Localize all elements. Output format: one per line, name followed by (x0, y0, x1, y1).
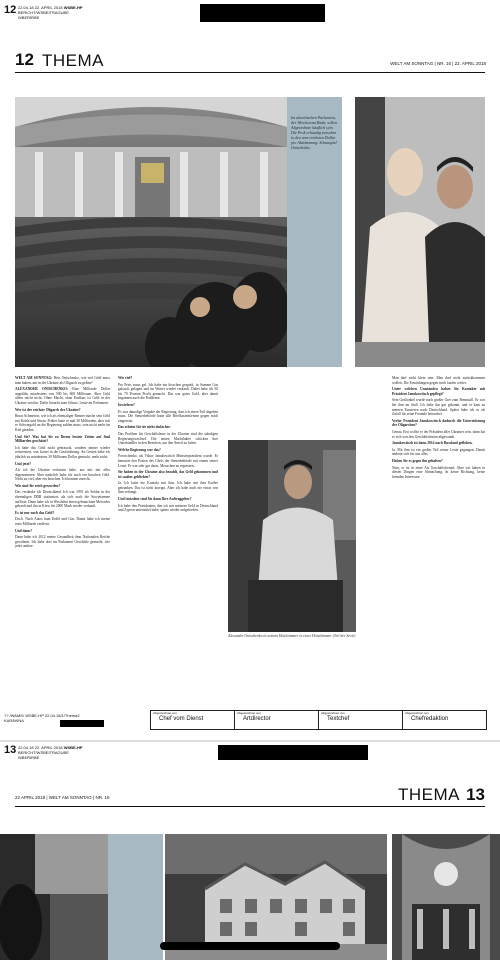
col1-para: Und jetzt? (15, 461, 32, 466)
slug-page-number: 12 (4, 4, 17, 16)
col3-para: Unter welchen Umständen haben Sie Kontakte mit Präsident Janukowitsch gepflegt? (392, 387, 485, 396)
col2-para: Sie haben in der Ukraine also bezahlt, das Geld gekommen und ist sauber geblieben? (118, 470, 218, 479)
hall-illustration (392, 834, 500, 960)
slug-sub2: WBERIRBE (18, 15, 40, 20)
col2-para: Poroschenko, als Viktor Janukowitsch Ministerpräsident wurde. Er benutzte den Posten des Chefs der Steuerbehörde mit einem seiner Leute. Er war sehr gut darin, Menschen zu erpressen. (118, 454, 218, 468)
interview-caption: Alexander Onischenko in seinem Hotelzimmer in einer Hotelzimmer (Teil der Serie) (228, 634, 356, 638)
col3-para: Genau. Erst wollte er der Präsident aller Ukrainer sein, dann hat er sich von den Geschäftsleuten abgewandt. (392, 429, 485, 439)
col1-para: Doch. Nach Autos kam Erdöl und Gas. Damit habe ich meine erste Milliarde verdient. (15, 517, 110, 527)
page-number: 12 (15, 50, 34, 69)
col2-para: Ja. Ich hatte nie Kontakt mit ihm. Ich habe mit ihm Kaffee getrunken. Das ist nicht korrupt. Aber ich habe auch nie etwas von ihm verlangt. (118, 481, 218, 495)
col1-para: Es ist nur noch das Geld? (15, 510, 55, 515)
car-illustration (0, 834, 108, 960)
footer-slug: ?? /WAMS/ WSBE-HP 22.04.18/1/Thema2 KARAVINA (4, 713, 80, 723)
col2-para: Wie viel? (118, 376, 133, 380)
col1-para: Ich habe das Geld nicht gebraucht, sondern immer wieder reinvestiert, was kostet in die Gasförderung. An Gesten habe ich jährlich zu mindestens 30 Millionen Dollar gemacht, mehr nicht. (15, 445, 110, 459)
slug-edition: 22. APRIL 2018 (34, 745, 63, 750)
col3-para: Haben Sie es gegen ihn gehalten? (392, 458, 443, 463)
signoff-artdirector: Abgezeichnet von Artdirector (235, 711, 319, 729)
page-13 (0, 742, 500, 960)
signoff-chef-vom-dienst: Abgezeichnet von Chef vom Dienst (151, 711, 235, 729)
col2-para: Und trotzdem sind Sie dann Ihre Auftraggeber? (118, 497, 192, 502)
portrait-illustration (355, 97, 485, 367)
col3-para: Verlor Präsident Janukowitsch dadurch die Unterstützung der Oligarchen? (392, 418, 485, 428)
slug-date: 22.04.18 (18, 5, 34, 10)
interior-hall-photo (392, 834, 500, 960)
redaction-bar-top (200, 4, 325, 22)
col1-para: Als ich die Ukraine verlassen habe, aus mir mit alles abgenommen. Aber natürlich habe ich noch ein bisschen Geld. Nicht zu viel, aber ein bisschen. Ich komme zurecht. (15, 468, 110, 482)
portrait-photo (355, 97, 485, 367)
slug-paper: WSBE-HP (63, 5, 83, 10)
col2-para: Es war damalige Vorgabe der Regierung, dass ich einen Teil abgeben muss. Die Steuerbehörde hatte alle Briefkastenfirmen gegen mich eingesetzt. (118, 409, 218, 423)
col3-para: Sein Großonkel wurde nach großer Gier zum Rennstall. Er war bei ihm im Stall. Ich habe ihn gut gekannt, und er kam zu meinen Turnieren nach Deutschland. Später habe ich es als Zufall für seine Freunde betrachtet. (392, 398, 485, 417)
col3-para: Man darf nicht klein sein. Man darf nicht zurückkommen wollen. Die Ermittlungen gegen mich laufen weiter. (392, 376, 485, 385)
photo-caption: Im ukrainischen Parlament, der Werchowna Rada, sollen Abgeordnete käuflich sein. Die Prok schaudig zwischen in den arm reichsten Dollar pro Abstimmung. Schauspiel Onischenko (291, 115, 337, 150)
col2-para: Welche Regierung war das? (118, 447, 161, 452)
redaction-bar-top (218, 745, 368, 760)
col1-para: Wie sind Sie reich geworden? (15, 483, 61, 488)
col1-para: ALEXANDER ONISCHENKO: Eine Milliarde Dollar ungefähr, mindestens von 500 bis 600 Millionen. Aber Geld allein reicht nicht. Ohne Macht, ohne Einfluss ist Geld in der Ukraine wertlos. Dafür braucht man Schutz, Leute im Parlament. (15, 387, 110, 405)
col1-para: WELT AM SONNTAG: Herr Onischenko, wie viel Geld muss man haben, um in der Ukraine als Oligarch zu gelten? (15, 376, 110, 385)
signoff-textchef: Abgezeichnet von Textchef (319, 711, 403, 729)
slug-sub2: WBERIRBE (18, 755, 40, 760)
page-number: 13 (466, 785, 485, 804)
masthead-rule (15, 72, 485, 73)
article-column-2 (118, 376, 218, 706)
slug-paper: WSBE-HP (63, 745, 83, 750)
article-column-3 (392, 376, 485, 706)
col1-para: Das verdanke ich Deutschland. Ich war 1991 als Soldat in der ehemaligen DDR stationiert, als sich auch die Sowjetarmee auflöste. Dann habe ich in Westfalen einen gebrauchten Mercedes gekauft und ihn in Kiew für 2000 Mark wieder verkauft. (15, 490, 110, 509)
col2-para: Pro Preis muss gel. Ich habe ein bisschen gespielt, in Summe Gas gekauft, gelagert und im Winter wieder verkauft. Dabei habe ich 50 bis 70 Prozent Profit gemacht. Das war gutes Geld, aber damit begannen auch die Probleme. (118, 382, 218, 401)
col1-para: Dann habe ich 2012 meine Gesundheit dem Nationalen Reiche gewidmet. Ich habe dort im Parlament Geschäfte gemacht, wie jeder andere. (15, 535, 110, 549)
masthead-info: 22 APRIL 2018 | WELT AM SONNTAG | NR. 16 (15, 795, 110, 800)
caption-panel (287, 97, 342, 367)
masthead-rule (15, 806, 485, 807)
slug-info (18, 745, 138, 760)
col1-para: Und Sie? Was hat Sie zu Ihrem besten Zeiten auf fünf Milliarden geschätzt? (15, 434, 110, 444)
col1-para: Rinat Achmetow, wie ich als ehemaliger Renner mache sein Geld mit Kohle und Strom. Früher hatte er mal 30 Milliarden, aber seit er Schwergold an die Regierung zahlen muss, sein nicht mehr im Kiel geraden. (15, 414, 110, 432)
blue-panel (108, 834, 163, 960)
col2-para: Das Problem für Geschäftsleute in der Ukraine sind die ständigen Regierungswechsel. Die neuen Machthaber schicken ihre Unterhändler in den Bezirken, um den Anteil zu holen. (118, 431, 218, 446)
interview-photo (228, 440, 356, 632)
signoff-bar (150, 710, 487, 730)
section-title: THEMA (42, 51, 104, 70)
slug-edition: 22. APRIL 2018 (34, 5, 63, 10)
col1-para: Und dann? (15, 528, 33, 533)
parliament-photo (15, 97, 287, 367)
slug-date: 22.04.18 (18, 745, 34, 750)
col2-para: Inwiefern? (118, 402, 135, 407)
section-title: THEMA (398, 785, 460, 804)
col1-para: Wer ist der reichste Oligarch der Ukraine? (15, 407, 81, 412)
parliament-illustration (15, 97, 287, 367)
col3-para: Janukowitsch ist dann 2014 nach Russland geflohen. (392, 441, 473, 446)
slug-sub1: BERICHT/WSBEITRAGUBE (18, 10, 69, 15)
col3-para: Nein, er ist in einer Art Geschäftsfreund. Aber wir haben in diesen Dingen eine Abmachung. In keine Richtung, keine fremden Interessen. (392, 465, 485, 479)
col2-para: Das scheint für sie nicht einfacher. (118, 425, 171, 430)
signoff-chefredaktion: Abgezeichnet von Chefredaktion (405, 711, 449, 722)
redaction-bar-footer (60, 720, 104, 727)
article-column-1 (15, 376, 110, 706)
col3-para: Ja. Mit ihm ist ein großer Teil seiner Leute gegangen. Damit änderte sich für uns alles. (392, 447, 485, 457)
slug-page-number: 13 (4, 744, 17, 756)
slug-sub1: BERICHT/WSBEITRAGUBE (18, 750, 69, 755)
car-interior-photo (0, 834, 108, 960)
slug-info (18, 5, 138, 20)
interview-illustration (228, 440, 356, 632)
masthead-info: WELT AM SONNTAG | NR. 16 | 22. APRIL 2018 (390, 61, 486, 66)
col2-para: Ich habe den Präsidenten, den ich mit meinem Geld in Deutschland und Zypern unterstützt habe, später wieder aufgefordert. (118, 503, 218, 513)
redaction-bar-bottom (160, 942, 340, 950)
